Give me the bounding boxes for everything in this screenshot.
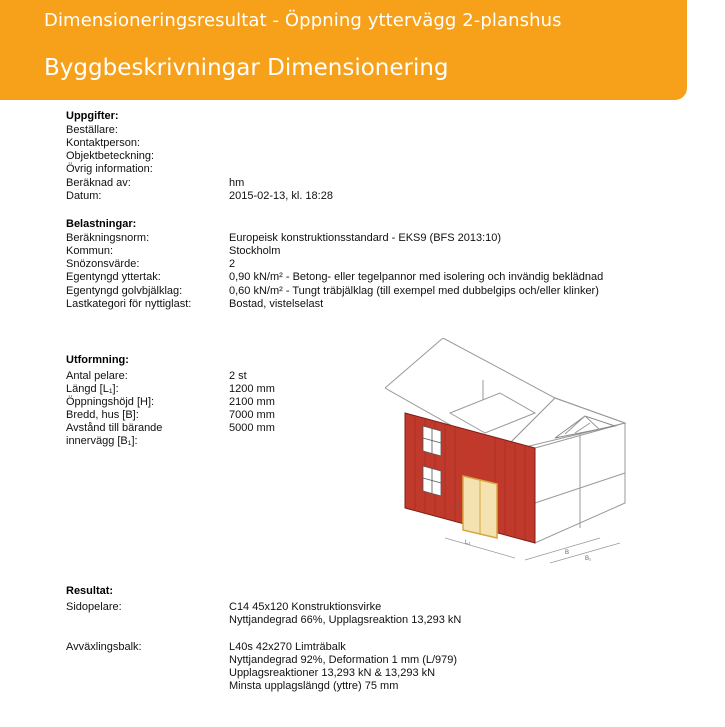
label-b1: B₁ [585, 556, 592, 562]
header-title: Byggbeskrivningar Dimensionering [44, 55, 449, 81]
uppgifter-heading: Uppgifter: [66, 110, 119, 122]
house-illustration [385, 338, 640, 578]
page-header [0, 0, 687, 100]
label-l1: L₁ [465, 540, 471, 546]
label-b: B [565, 550, 570, 556]
utformning-heading: Utformning: [66, 354, 129, 366]
resultat-heading: Resultat: [66, 585, 114, 597]
label-h: H [455, 504, 460, 510]
belastningar-heading: Belastningar: [66, 218, 137, 230]
header-subtitle: Dimensioneringsresultat - Öppning yttervägg 2-planshus [44, 10, 562, 31]
